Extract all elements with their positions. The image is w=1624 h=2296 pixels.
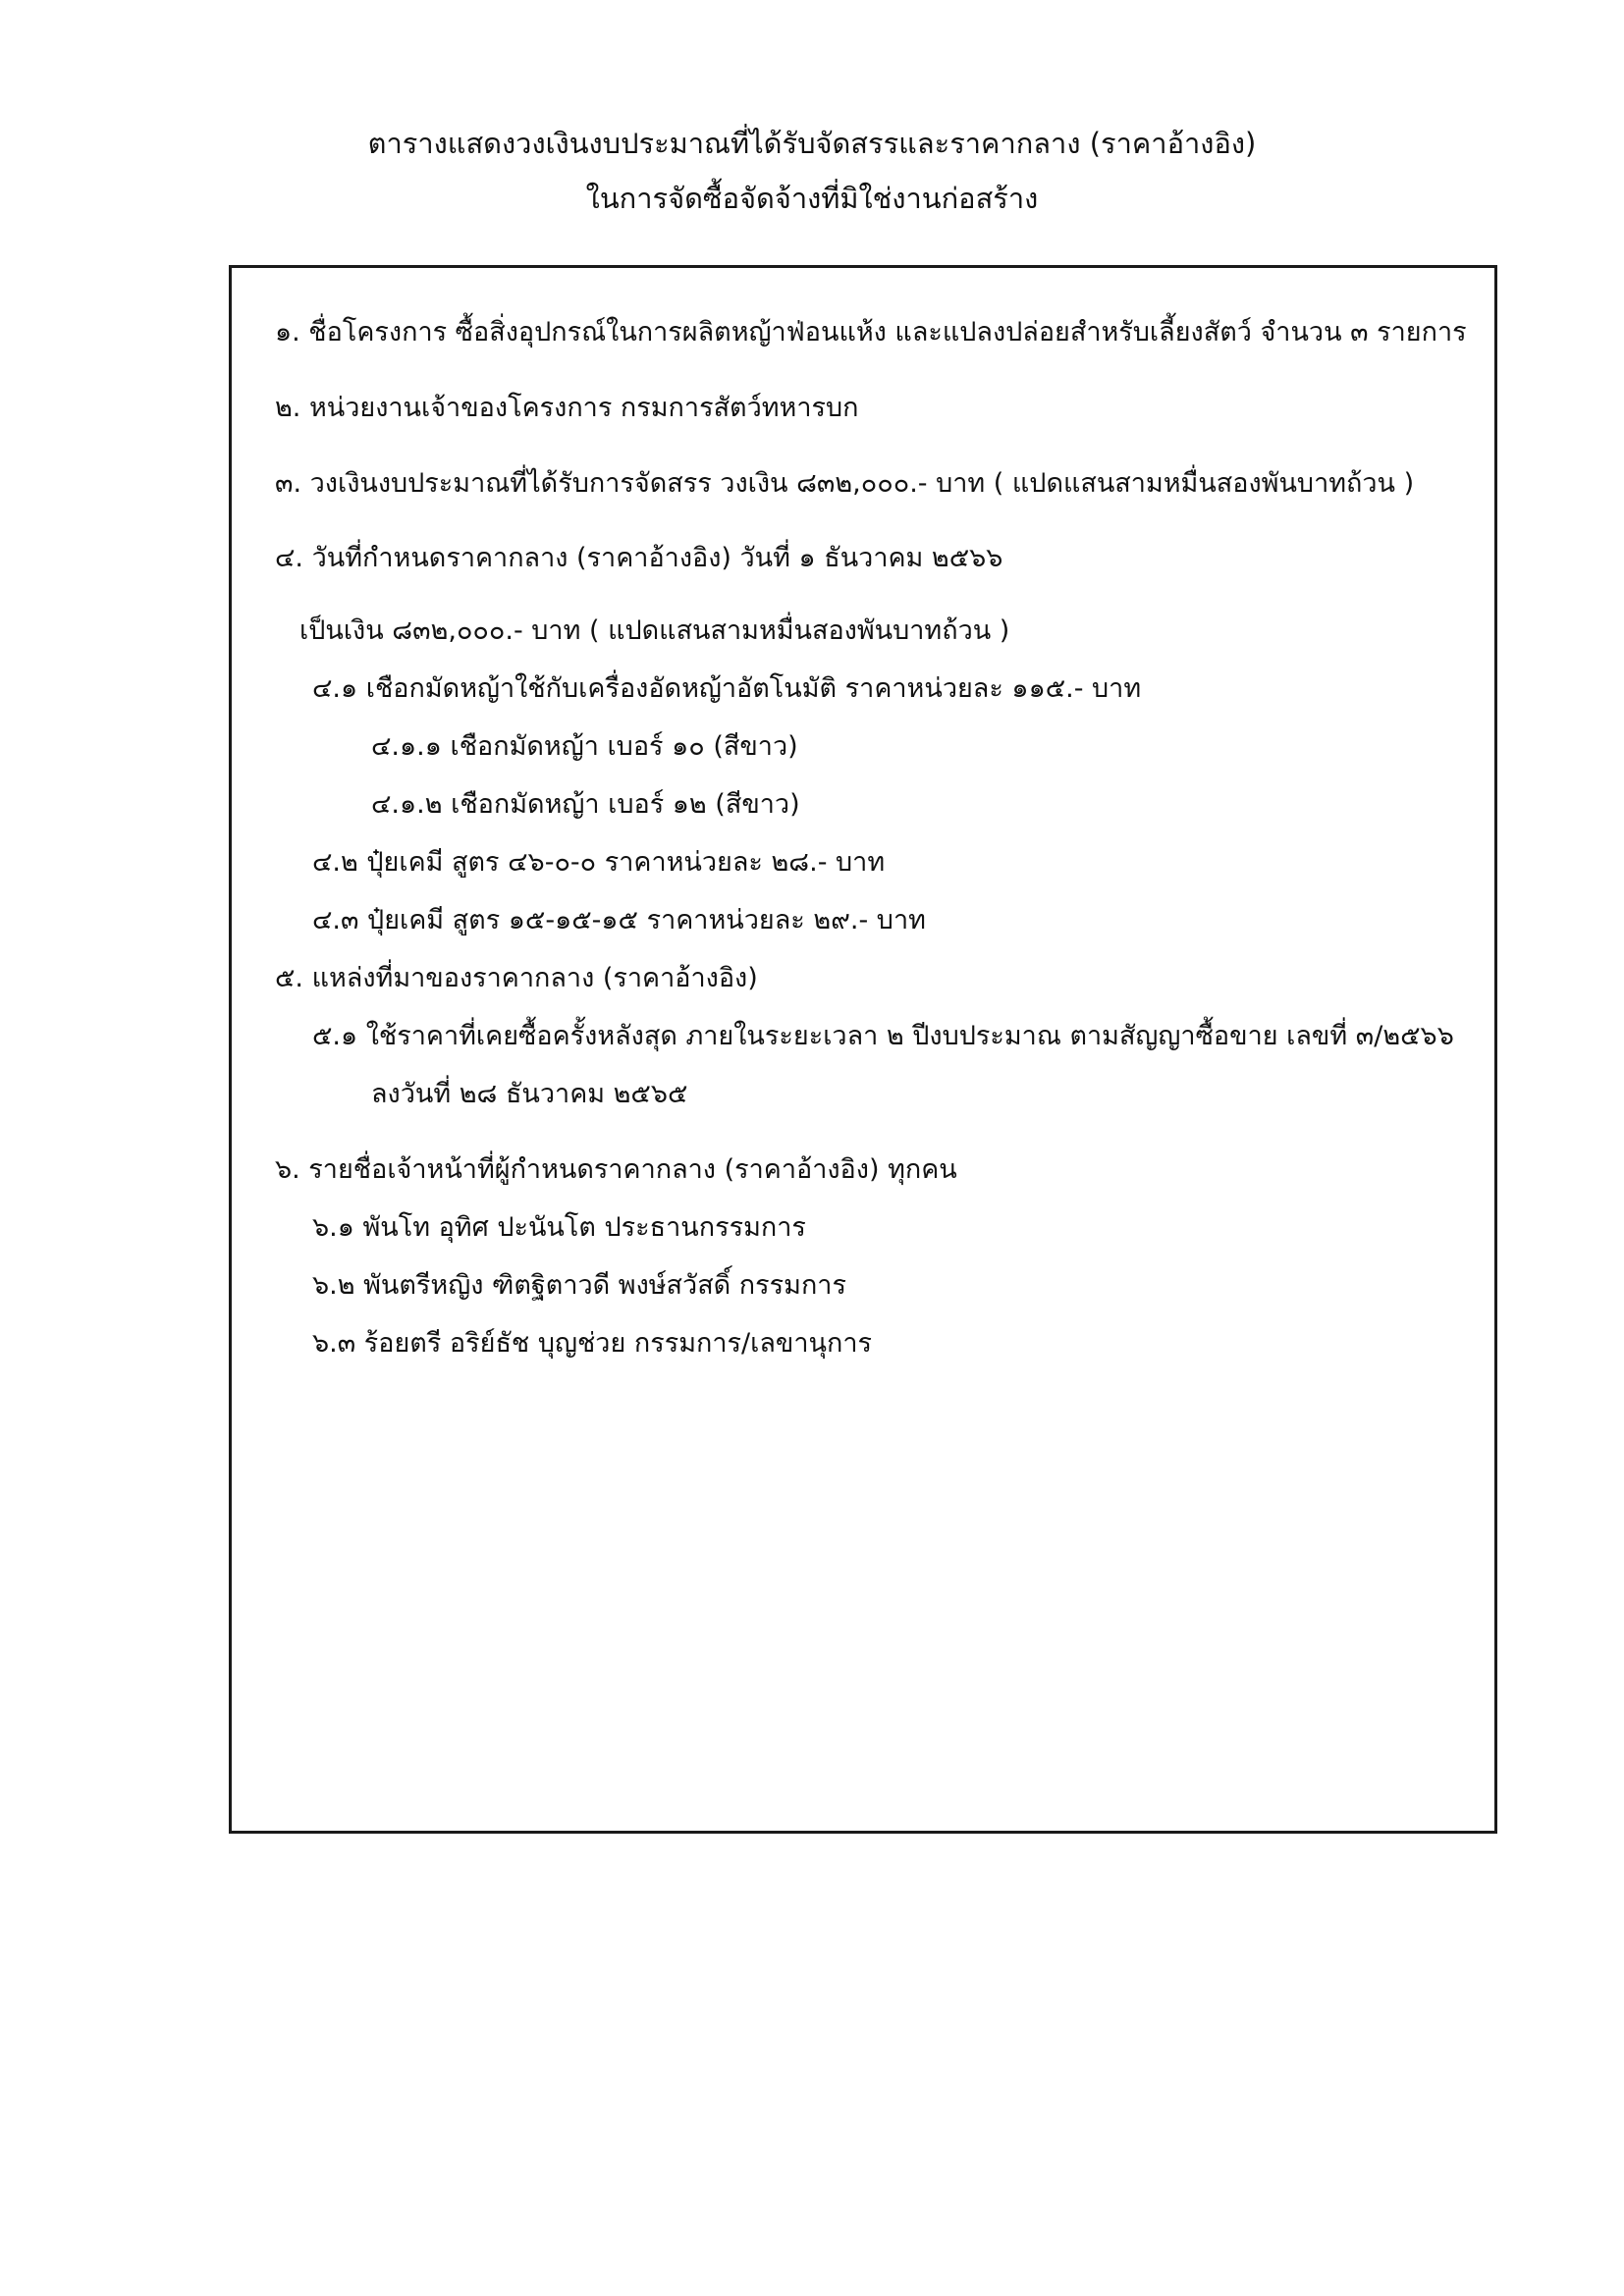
document-title-line-1: ตารางแสดงวงเงินงบประมาณที่ได้รับจัดสรรและราคากลาง (ราคาอ้างอิง) — [367, 127, 1257, 160]
item-4-1: ๔.๑ เชือกมัดหญ้าใช้กับเครื่องอัดหญ้าอัตโนมัติ ราคาหน่วยละ ๑๑๕.- บาท — [312, 673, 1142, 704]
item-4-3: ๔.๓ ปุ๋ยเคมี สูตร ๑๕-๑๕-๑๕ ราคาหน่วยละ ๒๙.- บาท — [312, 905, 926, 935]
committee-heading: ๖. รายชื่อเจ้าหน้าที่ผู้กำหนดราคากลาง (ราคาอ้างอิง) ทุกคน — [275, 1154, 957, 1185]
committee-member-2: ๖.๒ พันตรีหญิง ฑิตฐิตาวดี พงษ์สวัสดิ์ กรรมการ — [312, 1270, 846, 1301]
reference-price-amount: เป็นเงิน ๘๓๒,๐๐๐.- บาท ( แปดแสนสามหมื่นสองพันบาทถ้วน ) — [299, 615, 1010, 646]
item-4-2: ๔.๒ ปุ๋ยเคมี สูตร ๔๖-๐-๐ ราคาหน่วยละ ๒๘.- บาท — [312, 847, 886, 878]
item-4-1-2: ๔.๑.๒ เชือกมัดหญ้า เบอร์ ๑๒ (สีขาว) — [371, 789, 800, 820]
project-owner-unit: ๒. หน่วยงานเจ้าของโครงการ กรมการสัตว์ทหารบก — [275, 393, 859, 423]
committee-member-1: ๖.๑ พันโท อุทิศ ปะนันโต ประธานกรรมการ — [312, 1212, 806, 1243]
reference-price-date: ๔. วันที่กำหนดราคากลาง (ราคาอ้างอิง) วันที่ ๑ ธันวาคม ๒๕๖๖ — [275, 543, 1003, 573]
allocated-budget: ๓. วงเงินงบประมาณที่ได้รับการจัดสรร วงเงิน ๘๓๒,๐๐๐.- บาท ( แปดแสนสามหมื่นสองพันบาทถ้วน ) — [275, 468, 1415, 499]
committee-member-3: ๖.๓ ร้อยตรี อริย์ธัช บุญช่วย กรรมการ/เลขานุการ — [312, 1328, 872, 1359]
reference-price-source: ๕. แหล่งที่มาของราคากลาง (ราคาอ้างอิง) — [275, 963, 758, 993]
item-5-1-continued: ลงวันที่ ๒๘ ธันวาคม ๒๕๖๕ — [371, 1079, 688, 1109]
item-5-1: ๕.๑ ใช้ราคาที่เคยซื้อครั้งหลังสุด ภายในระยะเวลา ๒ ปีงบประมาณ ตามสัญญาซื้อขาย เลขที่ ๓/๒๕๖๖ — [312, 1021, 1454, 1051]
item-4-1-1: ๔.๑.๑ เชือกมัดหญ้า เบอร์ ๑๐ (สีขาว) — [371, 731, 798, 762]
project-name: ๑. ชื่อโครงการ ซื้อสิ่งอุปกรณ์ในการผลิตหญ้าฟ่อนแห้ง และแปลงปล่อยสำหรับเลี้ยงสัตว์ จำนวน ๓ รายการ — [275, 317, 1467, 347]
document-title-line-2: ในการจัดซื้อจัดจ้างที่มิใช่งานก่อสร้าง — [585, 182, 1039, 215]
